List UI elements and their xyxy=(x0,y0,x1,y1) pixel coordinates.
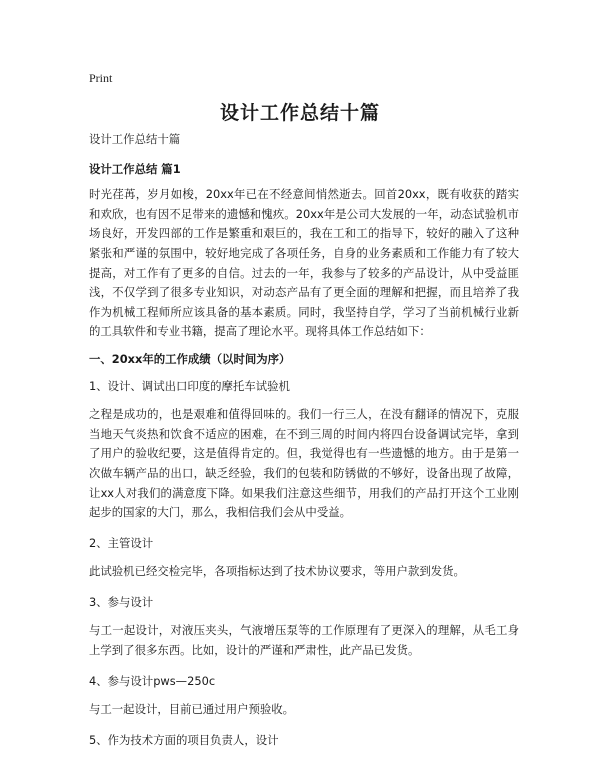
item-4-title: 4、参与设计pws—250c xyxy=(89,673,216,688)
item-2-title: 2、主管设计 xyxy=(89,535,154,550)
document-title: 设计工作总结十篇 xyxy=(219,102,380,124)
item-1-title: 1、设计、调试出口印度的摩托车试验机 xyxy=(89,378,290,393)
item-3-body: 与工一起设计，对液压夹头，气液增压泵等的工作原理有了更深入的理解，从毛工身上学到了很多东西。比如，设计的严谨和严肃性，此产品已发货。 xyxy=(89,623,519,658)
item-4-body: 与工一起设计，目前已通过用户预验收。 xyxy=(89,702,295,717)
work-results-heading: 一、20xx年的工作成绩（以时间为序） xyxy=(89,351,291,366)
item-1-body: 之程是成功的，也是艰难和值得回味的。我们一行三人，在没有翻译的情况下，克服当地天气炎热和饮食不适应的困难，在不到三周的时间内将四台设备调试完毕，拿到了用户的验收纪要，这是值得肯定的。但，我觉得也有一些遗憾的地方。由于是第一次做车辆产品的出口，缺乏经验，我们的包装和防锈做的不够好，设备出现了故障，让xx人对我们的满意度下降。如果我们注意这些细节，用我们的产品打开这个工业刚起步的国家的大门，那么，我相信我们会从中受益。 xyxy=(89,407,519,520)
item-5-title: 5、作为技术方面的项目负责人，设计 xyxy=(89,732,279,747)
document-subtitle: 设计工作总结十篇 xyxy=(89,132,181,146)
section-heading: 设计工作总结 篇1 xyxy=(89,161,181,176)
item-2-body: 此试验机已经交检完毕，各项指标达到了技术协议要求，等用户款到发货。 xyxy=(89,564,465,579)
item-3-title: 3、参与设计 xyxy=(89,594,154,609)
document-body xyxy=(89,130,519,750)
intro-paragraph: 时光荏苒，岁月如梭，20xx年已在不经意间悄然逝去。回首20xx，既有收获的踏实和欢欣，也有因不足带来的遗憾和愧疚。20xx年是公司大发展的一年，动态试验机市场良好，开发四部的工作是繁重和艰巨的，我在工和工的指导下，较好的融入了这种紧张和严谨的氛围中，较好地完成了各项任务，自身的业务素质和工作能力有了较大提高，对工作有了更多的自信。过去的一年，我参与了较多的产品设计，从中受益匪浅，不仅学到了很多专业知识，对动态产品有了更全面的理解和把握，而且培养了我作为机械工程师所应该具备的基本素质。同时，我坚持自学，学习了当前机械行业新的工具软件和专业书籍，提高了理论水平。现将具体工作总结如下： xyxy=(89,187,519,339)
print-link[interactable]: Print xyxy=(89,71,113,85)
